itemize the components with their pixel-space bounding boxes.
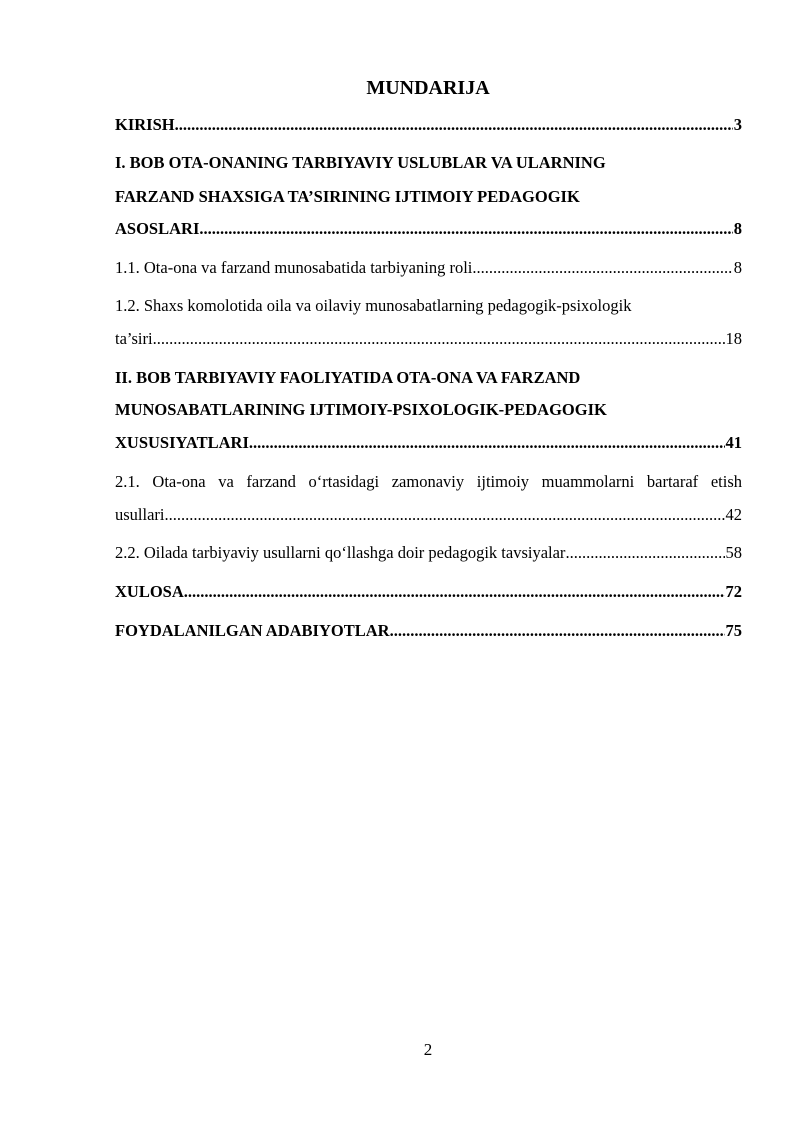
toc-entry-2-1-line1[interactable]: 2.1. Ota-ona va farzand o‘rtasidagi zamonaviy ijtimoiy muammolarni bartaraf etish [115,472,742,491]
dot-leader [249,431,725,455]
toc-entry-2-2[interactable] [115,541,742,565]
dot-leader [153,327,725,351]
toc-entry-1-2-line1[interactable]: 1.2. Shaxs komolotida oila va oilaviy munosabatlarning pedagogik-psixologik [115,296,632,315]
toc-entry-page: 75 [725,621,742,640]
toc-chapter2-line2[interactable]: MUNOSABATLARINING IJTIMOIY-PSIXOLOGIK-PEDAGOGIK [115,400,607,419]
dot-leader [175,113,733,137]
toc-entry-chapter2[interactable] [115,431,742,455]
toc-entry-page: 3 [733,115,742,134]
toc-chapter2-line1[interactable]: II. BOB TARBIYAVIY FAOLIYATIDA OTA-ONA VA FARZAND [115,368,581,387]
toc-entry-page: 41 [725,433,742,452]
dot-leader [390,619,725,643]
toc-entry-title: ASOSLARI [115,219,200,238]
toc-entry-title: 2.2. Oilada tarbiyaviy usullarni qo‘llashga doir pedagogik tavsiyalar [115,543,566,562]
toc-entry-1-2[interactable] [115,327,742,351]
toc-entry-title: KIRISH [115,115,175,134]
toc-entry-adabiyotlar[interactable] [115,619,742,643]
toc-entry-title: XUSUSIYATLARI [115,433,249,452]
toc-entry-2-1[interactable] [115,503,742,527]
toc-entry-page: 72 [725,582,742,601]
toc-entry-page: 8 [733,258,742,277]
toc-entry-title: FOYDALANILGAN ADABIYOTLAR [115,621,390,640]
toc-entry-page: 58 [725,543,742,562]
dot-leader [199,217,732,241]
toc-entry-title: 1.1. Ota-ona va farzand munosabatida tarbiyaning roli [115,258,473,277]
toc-entry-page: 8 [733,219,742,238]
toc-entry-title: usullari [115,505,165,524]
toc-entry-kirish[interactable] [115,113,742,137]
dot-leader [184,580,725,604]
toc-entry-page: 42 [725,505,742,524]
toc-entry-xulosa[interactable] [115,580,742,604]
dot-leader [565,541,724,565]
toc-chapter1-line2[interactable]: FARZAND SHAXSIGA TA’SIRINING IJTIMOIY PEDAGOGIK [115,187,580,206]
toc-entry-title: XULOSA [115,582,184,601]
page-number: 2 [423,1040,433,1059]
toc-chapter1-line1[interactable]: I. BOB OTA-ONANING TARBIYAVIY USLUBLAR VA ULARNING [115,153,606,172]
page-title: MUNDARIJA [366,77,490,99]
toc-entry-chapter1[interactable] [115,217,742,241]
toc-entry-page: 18 [725,329,742,348]
toc-entry-title: ta’siri [115,329,153,348]
dot-leader [165,503,725,527]
toc-entry-1-1[interactable] [115,256,742,280]
dot-leader [472,256,732,280]
